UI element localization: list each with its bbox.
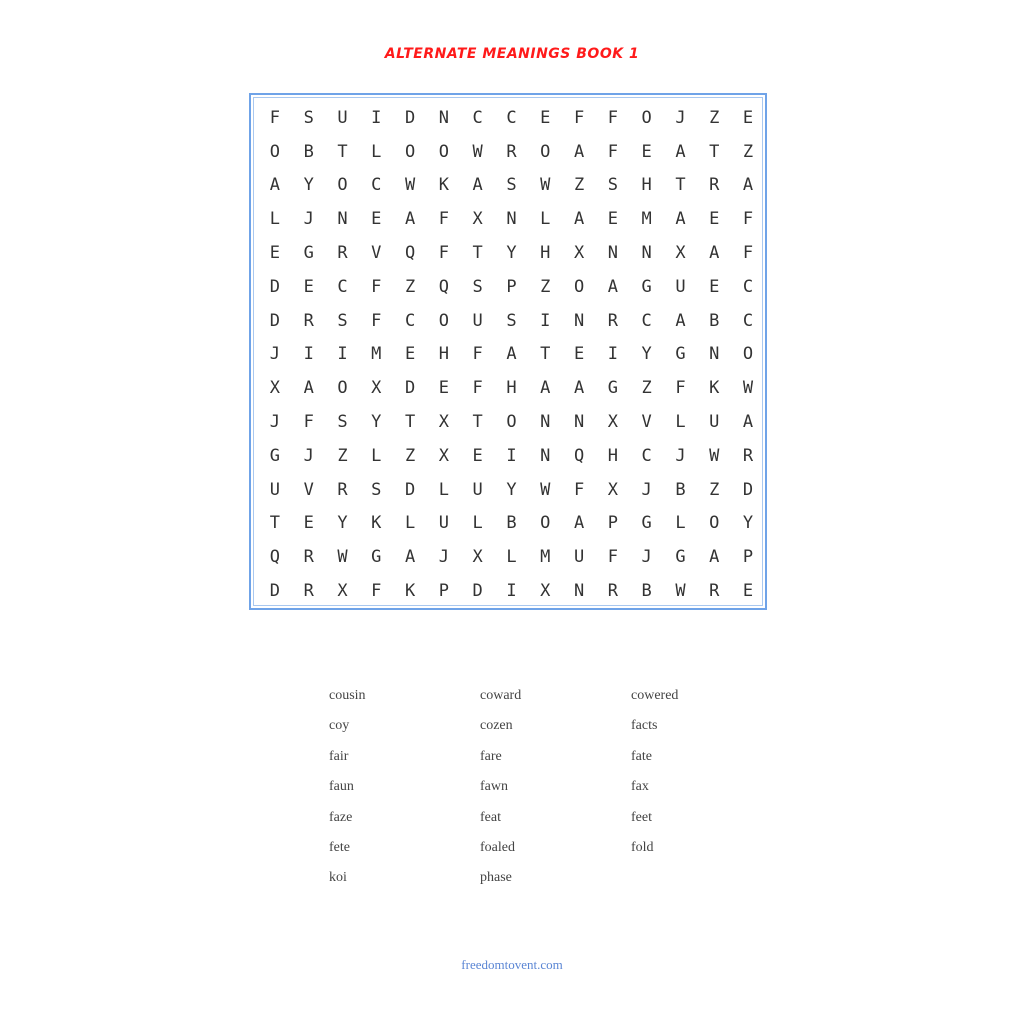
grid-cell[interactable]: M <box>641 209 652 230</box>
grid-cell[interactable]: W <box>337 547 348 568</box>
grid-cell[interactable]: X <box>337 581 348 602</box>
grid-cell[interactable]: W <box>404 175 416 196</box>
grid-cell[interactable]: E <box>303 513 314 534</box>
grid-cell[interactable]: X <box>438 412 449 433</box>
grid-cell[interactable]: K <box>404 581 416 602</box>
grid-cell[interactable]: V <box>303 479 314 500</box>
grid-cell[interactable]: H <box>641 175 652 196</box>
grid-cell[interactable]: A <box>607 276 618 297</box>
grid-cell[interactable]: E <box>269 243 281 264</box>
grid-cell[interactable]: J <box>269 412 281 433</box>
grid-cell[interactable]: Q <box>404 243 416 264</box>
grid-cell[interactable]: I <box>540 310 551 331</box>
grid-cell[interactable]: E <box>404 344 416 365</box>
grid-cell[interactable]: T <box>709 141 720 162</box>
grid-cell[interactable]: N <box>337 209 348 230</box>
grid-cell[interactable]: A <box>742 175 754 196</box>
grid-cell[interactable]: M <box>540 547 551 568</box>
grid-cell[interactable]: Z <box>540 276 551 297</box>
grid-cell[interactable]: U <box>269 479 281 500</box>
grid-cell[interactable]: Z <box>641 378 652 399</box>
grid-cell[interactable]: S <box>371 479 382 500</box>
grid-cell[interactable]: A <box>573 209 585 230</box>
grid-cell[interactable]: Y <box>641 344 652 365</box>
grid-cell[interactable]: N <box>573 310 585 331</box>
grid-cell[interactable]: X <box>540 581 551 602</box>
grid-cell[interactable]: V <box>641 412 652 433</box>
grid-cell[interactable]: L <box>675 412 686 433</box>
grid-cell[interactable]: Q <box>438 276 449 297</box>
grid-cell[interactable]: R <box>607 310 618 331</box>
grid-cell[interactable]: L <box>371 141 382 162</box>
word-list-item: foaled <box>480 839 515 855</box>
grid-cell[interactable]: L <box>675 513 686 534</box>
grid-cell[interactable]: J <box>303 209 314 230</box>
grid-cell[interactable]: X <box>675 243 686 264</box>
grid-cell[interactable]: G <box>641 276 652 297</box>
word-list-item: facts <box>631 718 658 734</box>
grid-cell[interactable]: Z <box>742 141 754 162</box>
grid-cell[interactable]: N <box>709 344 720 365</box>
grid-cell[interactable]: F <box>472 378 483 399</box>
grid-cell[interactable]: I <box>337 344 348 365</box>
grid-cell[interactable]: E <box>641 141 652 162</box>
grid-cell[interactable]: D <box>269 581 281 602</box>
word-list-item: phase <box>480 870 512 886</box>
grid-cell[interactable]: T <box>472 243 483 264</box>
word-list-item: cozen <box>480 718 513 734</box>
grid-cell[interactable]: E <box>742 107 754 128</box>
grid-cell[interactable]: E <box>303 276 314 297</box>
grid-cell[interactable]: A <box>675 209 686 230</box>
grid-cell[interactable]: A <box>540 378 551 399</box>
grid-cell[interactable]: C <box>742 310 754 331</box>
grid-cell[interactable]: L <box>404 513 416 534</box>
grid-cell[interactable]: T <box>472 412 483 433</box>
grid-cell[interactable]: A <box>573 378 585 399</box>
grid-cell[interactable]: A <box>404 547 416 568</box>
grid-cell[interactable]: W <box>675 581 686 602</box>
grid-cell[interactable]: O <box>540 141 551 162</box>
grid-cell[interactable]: N <box>438 107 449 128</box>
grid-cell[interactable]: S <box>303 107 314 128</box>
grid-cell[interactable]: G <box>641 513 652 534</box>
grid-cell[interactable]: Z <box>337 445 348 466</box>
grid-cell[interactable]: Y <box>337 513 348 534</box>
grid-cell[interactable]: C <box>337 276 348 297</box>
grid-cell[interactable]: O <box>506 412 517 433</box>
grid-cell[interactable]: S <box>506 175 517 196</box>
grid-cell[interactable]: E <box>540 107 551 128</box>
grid-cell[interactable]: Q <box>269 547 281 568</box>
grid-cell[interactable]: X <box>607 479 618 500</box>
grid-cell[interactable]: D <box>269 276 281 297</box>
word-list-item: cowered <box>631 688 679 703</box>
grid-cell[interactable]: N <box>573 412 585 433</box>
grid-cell[interactable]: C <box>472 107 483 128</box>
word-list-item: feat <box>480 809 501 825</box>
grid-cell[interactable]: W <box>540 479 551 500</box>
grid-cell[interactable]: D <box>742 479 754 500</box>
word-list-item: feet <box>631 809 652 825</box>
word-list-item: fete <box>329 839 350 855</box>
grid-cell[interactable]: C <box>641 445 652 466</box>
grid-cell[interactable]: X <box>472 547 483 568</box>
grid-cell[interactable]: F <box>438 243 449 264</box>
grid-cell[interactable]: Y <box>303 175 314 196</box>
grid-cell[interactable]: L <box>506 547 517 568</box>
grid-cell[interactable]: R <box>337 479 348 500</box>
grid-cell[interactable]: X <box>573 243 585 264</box>
grid-cell[interactable]: Y <box>506 243 517 264</box>
grid-cell[interactable]: Q <box>573 445 585 466</box>
grid-cell[interactable]: Z <box>709 107 720 128</box>
grid-cell[interactable]: P <box>506 276 517 297</box>
footer-link[interactable]: freedomtovent.com <box>461 957 563 972</box>
grid-cell[interactable]: J <box>641 479 652 500</box>
grid-cell[interactable]: R <box>303 310 314 331</box>
grid-cell[interactable]: R <box>607 581 618 602</box>
grid-cell[interactable]: T <box>675 175 686 196</box>
grid-cell[interactable]: W <box>742 378 754 399</box>
grid-cell[interactable]: F <box>438 209 449 230</box>
word-list-item: fare <box>480 748 502 764</box>
grid-cell[interactable]: O <box>269 141 281 162</box>
grid-cell[interactable]: A <box>742 412 754 433</box>
grid-cell[interactable]: W <box>540 175 551 196</box>
grid-cell[interactable]: Z <box>404 276 416 297</box>
word-list-item: fate <box>631 748 652 764</box>
grid-cell[interactable]: O <box>438 141 449 162</box>
grid-cell[interactable]: G <box>303 243 314 264</box>
grid-cell[interactable]: F <box>607 547 618 568</box>
word-list-item: coward <box>480 688 522 703</box>
grid-cell[interactable]: X <box>607 412 618 433</box>
grid-cell[interactable]: A <box>573 141 585 162</box>
grid-cell[interactable]: P <box>742 547 754 568</box>
grid-cell[interactable]: L <box>438 479 449 500</box>
grid-cell[interactable]: Y <box>506 479 517 500</box>
grid-cell[interactable]: Z <box>709 479 720 500</box>
grid-cell[interactable]: O <box>540 513 551 534</box>
grid-cell[interactable]: W <box>709 445 720 466</box>
grid-cell[interactable]: J <box>303 445 314 466</box>
grid-cell[interactable]: S <box>337 310 348 331</box>
grid-cell[interactable]: G <box>371 547 382 568</box>
grid-cell[interactable]: U <box>472 310 483 331</box>
grid-cell[interactable]: A <box>675 310 686 331</box>
grid-cell[interactable]: T <box>540 344 551 365</box>
word-list-item: faze <box>329 809 353 825</box>
grid-cell[interactable]: H <box>438 344 449 365</box>
grid-cell[interactable]: O <box>573 276 585 297</box>
grid-cell[interactable]: D <box>404 378 416 399</box>
grid-cell[interactable]: F <box>269 107 281 128</box>
grid-cell[interactable]: K <box>438 175 449 196</box>
grid-cell[interactable]: N <box>607 243 618 264</box>
grid-cell[interactable]: G <box>607 378 618 399</box>
word-list-item: fold <box>631 839 654 855</box>
grid-cell[interactable]: B <box>641 581 652 602</box>
grid-cell[interactable]: F <box>742 243 754 264</box>
grid-cell[interactable]: A <box>573 513 585 534</box>
grid-cell[interactable]: E <box>607 209 618 230</box>
grid-cell[interactable]: E <box>709 276 720 297</box>
grid-cell[interactable]: L <box>472 513 483 534</box>
grid-cell[interactable]: H <box>607 445 618 466</box>
grid-cell[interactable]: A <box>506 344 517 365</box>
grid-cell[interactable]: I <box>607 344 618 365</box>
grid-cell[interactable]: O <box>337 378 348 399</box>
grid-cell[interactable]: R <box>303 547 314 568</box>
grid-cell[interactable]: I <box>303 344 314 365</box>
grid-cell[interactable]: T <box>337 141 348 162</box>
grid-cell[interactable]: A <box>675 141 686 162</box>
grid-cell[interactable]: J <box>641 547 652 568</box>
grid-cell[interactable]: E <box>573 344 585 365</box>
grid-cell[interactable]: O <box>404 141 416 162</box>
grid-cell[interactable]: E <box>472 445 483 466</box>
letter-grid <box>258 101 765 608</box>
grid-cell[interactable]: U <box>438 513 449 534</box>
grid-cell[interactable]: N <box>540 412 551 433</box>
grid-cell[interactable]: P <box>438 581 449 602</box>
grid-cell[interactable]: X <box>472 209 483 230</box>
grid-cell[interactable]: J <box>675 445 686 466</box>
grid-cell[interactable]: N <box>573 581 585 602</box>
grid-cell[interactable]: S <box>472 276 483 297</box>
grid-cell[interactable]: C <box>506 107 517 128</box>
grid-cell[interactable]: X <box>371 378 382 399</box>
grid-cell[interactable]: N <box>506 209 517 230</box>
grid-cell[interactable]: G <box>675 547 686 568</box>
grid-cell[interactable]: L <box>371 445 382 466</box>
grid-cell[interactable]: F <box>742 209 754 230</box>
grid-cell[interactable]: W <box>472 141 483 162</box>
grid-cell[interactable]: D <box>404 479 416 500</box>
word-list-item: koi <box>329 870 347 886</box>
word-list <box>329 688 782 901</box>
grid-cell[interactable]: G <box>675 344 686 365</box>
word-list-item: coy <box>329 718 350 734</box>
grid-cell[interactable]: R <box>709 175 720 196</box>
grid-cell[interactable]: T <box>269 513 281 534</box>
grid-cell[interactable]: X <box>438 445 449 466</box>
grid-cell[interactable]: O <box>641 107 652 128</box>
grid-cell[interactable]: F <box>607 107 618 128</box>
grid-cell[interactable]: F <box>607 141 618 162</box>
grid-cell[interactable]: E <box>742 581 754 602</box>
grid-cell[interactable]: F <box>675 378 686 399</box>
grid-cell[interactable]: O <box>438 310 449 331</box>
grid-cell[interactable]: F <box>371 276 382 297</box>
grid-cell[interactable]: Y <box>371 412 382 433</box>
grid-cell[interactable]: R <box>303 581 314 602</box>
grid-cell[interactable]: O <box>742 344 754 365</box>
grid-cell[interactable]: S <box>607 175 618 196</box>
grid-cell[interactable]: N <box>641 243 652 264</box>
grid-cell[interactable]: M <box>371 344 382 365</box>
grid-cell[interactable]: U <box>472 479 483 500</box>
grid-cell[interactable]: J <box>675 107 686 128</box>
grid-cell[interactable]: T <box>404 412 416 433</box>
grid-cell[interactable]: Z <box>404 445 416 466</box>
grid-cell[interactable]: F <box>371 581 382 602</box>
grid-cell[interactable]: A <box>269 175 281 196</box>
word-list-item: faun <box>329 779 354 795</box>
grid-cell[interactable]: I <box>371 107 382 128</box>
grid-cell[interactable]: F <box>371 310 382 331</box>
grid-cell[interactable]: F <box>573 107 585 128</box>
grid-cell[interactable]: P <box>607 513 618 534</box>
grid-cell[interactable]: U <box>573 547 585 568</box>
grid-cell[interactable]: A <box>472 175 483 196</box>
grid-cell[interactable]: E <box>371 209 382 230</box>
grid-cell[interactable]: Z <box>573 175 585 196</box>
grid-cell[interactable]: L <box>540 209 551 230</box>
grid-cell[interactable]: R <box>337 243 348 264</box>
grid-cell[interactable]: F <box>472 344 483 365</box>
puzzle-title: ALTERNATE MEANINGS BOOK 1 <box>384 46 640 62</box>
grid-cell[interactable]: E <box>709 209 720 230</box>
grid-cell[interactable]: H <box>540 243 551 264</box>
grid-cell[interactable]: A <box>404 209 416 230</box>
grid-cell[interactable]: U <box>709 412 720 433</box>
grid-cell[interactable]: D <box>404 107 416 128</box>
grid-cell[interactable]: Y <box>742 513 754 534</box>
grid-cell[interactable]: B <box>709 310 720 331</box>
grid-cell[interactable]: R <box>506 141 517 162</box>
grid-cell[interactable]: L <box>269 209 281 230</box>
grid-cell[interactable]: I <box>506 581 517 602</box>
grid-cell[interactable]: F <box>573 479 585 500</box>
grid-cell[interactable]: I <box>506 445 517 466</box>
grid-cell[interactable]: V <box>371 243 382 264</box>
grid-cell[interactable]: E <box>438 378 449 399</box>
grid-cell[interactable]: O <box>709 513 720 534</box>
grid-cell[interactable]: B <box>675 479 686 500</box>
grid-cell[interactable]: J <box>269 344 281 365</box>
grid-cell[interactable]: B <box>506 513 517 534</box>
grid-cell[interactable]: B <box>303 141 314 162</box>
word-list-item: cousin <box>329 688 366 703</box>
grid-cell[interactable]: S <box>337 412 348 433</box>
grid-cell[interactable]: J <box>438 547 449 568</box>
grid-cell[interactable]: N <box>540 445 551 466</box>
grid-cell[interactable]: U <box>675 276 686 297</box>
word-list-item: fair <box>329 748 349 764</box>
word-list-item: fax <box>631 779 649 795</box>
word-list-item: fawn <box>480 779 508 795</box>
grid-cell[interactable]: G <box>269 445 281 466</box>
grid-cell[interactable]: X <box>269 378 281 399</box>
grid-cell[interactable]: R <box>742 445 754 466</box>
grid-cell[interactable]: D <box>269 310 281 331</box>
grid-cell[interactable]: C <box>371 175 382 196</box>
grid-cell[interactable]: H <box>506 378 517 399</box>
grid-cell[interactable]: C <box>404 310 416 331</box>
grid-cell[interactable]: K <box>371 513 382 534</box>
grid-cell[interactable]: A <box>709 243 720 264</box>
grid-cell[interactable]: U <box>337 107 348 128</box>
grid-cell[interactable]: C <box>641 310 652 331</box>
grid-cell[interactable]: S <box>506 310 517 331</box>
grid-cell[interactable]: F <box>303 412 314 433</box>
grid-cell[interactable]: C <box>742 276 754 297</box>
grid-cell[interactable]: D <box>472 581 483 602</box>
grid-cell[interactable]: O <box>337 175 348 196</box>
grid-cell[interactable]: A <box>709 547 720 568</box>
grid-cell[interactable]: K <box>709 378 720 399</box>
grid-cell[interactable]: A <box>303 378 314 399</box>
grid-cell[interactable]: R <box>709 581 720 602</box>
